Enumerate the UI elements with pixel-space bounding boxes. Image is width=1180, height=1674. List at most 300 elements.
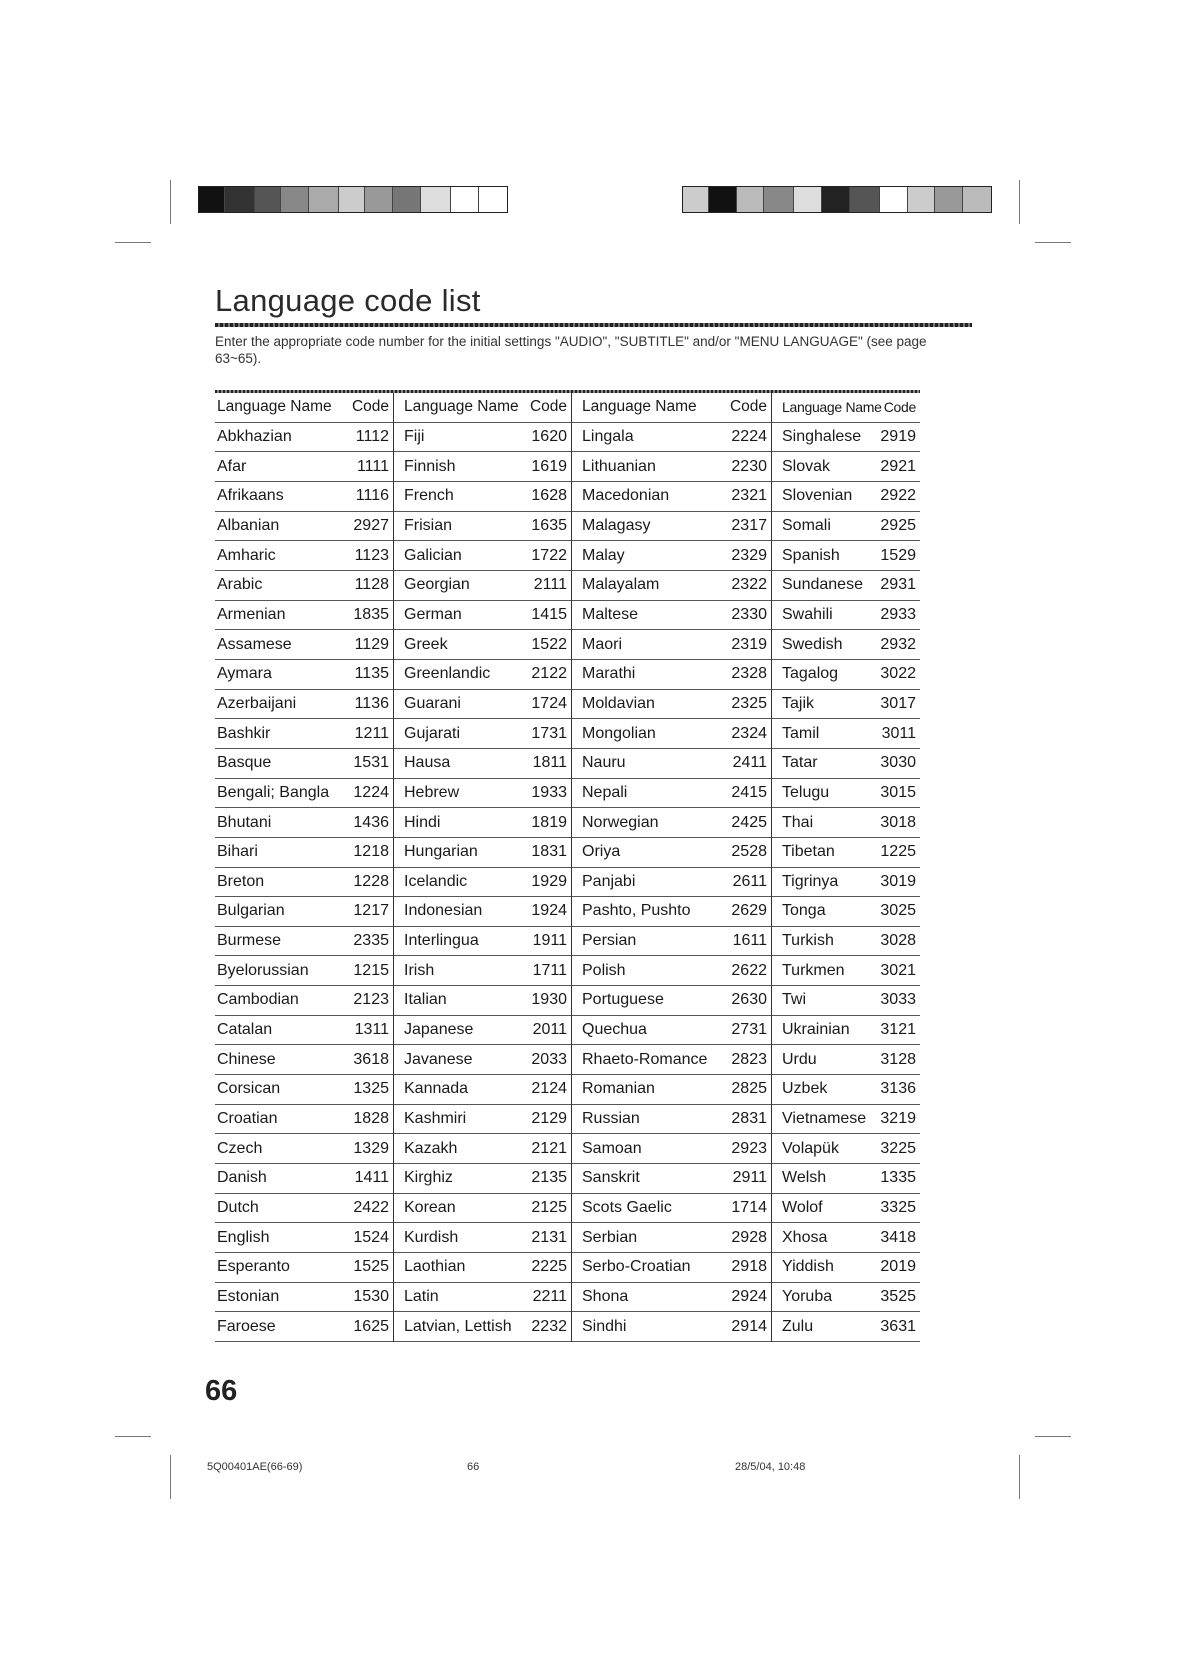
language-code: 1228 — [353, 872, 389, 890]
language-code: 2317 — [731, 516, 767, 534]
language-code: 3018 — [880, 813, 916, 831]
language-name: Kannada — [404, 1080, 469, 1098]
table-row — [215, 1016, 393, 1046]
language-name: Slovenian — [782, 487, 853, 505]
language-code: 1619 — [531, 457, 567, 475]
table-row — [572, 541, 771, 571]
language-code: 1530 — [353, 1288, 389, 1306]
language-name: Telugu — [782, 783, 830, 801]
table-row — [772, 1105, 920, 1135]
language-name: Cambodian — [217, 991, 299, 1009]
language-code: 2528 — [731, 843, 767, 861]
language-code: 2111 — [533, 576, 567, 594]
language-code: 2232 — [531, 1317, 567, 1335]
language-code: 1722 — [531, 546, 567, 564]
language-name: Tonga — [782, 902, 826, 920]
table-row — [215, 1312, 393, 1342]
language-code: 3225 — [880, 1139, 916, 1157]
language-name: Pashto, Pushto — [582, 902, 691, 920]
table-row — [772, 897, 920, 927]
table-row — [772, 452, 920, 482]
language-code: 1522 — [531, 635, 567, 653]
language-name: Rhaeto-Romance — [582, 1050, 708, 1068]
table-row — [772, 1253, 920, 1283]
language-code: 1924 — [531, 902, 567, 920]
language-name: Scots Gaelic — [582, 1199, 672, 1217]
language-name: Yoruba — [782, 1288, 833, 1306]
language-name: Samoan — [582, 1139, 642, 1157]
language-name: Japanese — [404, 1021, 474, 1039]
language-name: Maltese — [582, 605, 639, 623]
language-code: 2324 — [731, 724, 767, 742]
language-name: Amharic — [217, 546, 276, 564]
language-name: Serbian — [582, 1228, 638, 1246]
language-code: 1635 — [531, 516, 567, 534]
language-name: Lithuanian — [582, 457, 656, 475]
language-code: 2230 — [731, 457, 767, 475]
table-row — [215, 1223, 393, 1253]
language-code: 2731 — [731, 1021, 767, 1039]
footer-page: 66 — [467, 1461, 480, 1473]
language-code: 1217 — [353, 902, 389, 920]
language-name: Kirghiz — [404, 1169, 453, 1187]
table-row — [572, 1283, 771, 1313]
table-row — [772, 1312, 920, 1342]
language-name: Indonesian — [404, 902, 483, 920]
language-name: French — [404, 487, 454, 505]
language-code: 3128 — [880, 1050, 916, 1068]
language-code: 1625 — [353, 1317, 389, 1335]
table-row — [394, 1045, 571, 1075]
language-name: Somali — [782, 516, 831, 534]
language-name: Turkish — [782, 932, 834, 950]
language-name: Nepali — [582, 783, 628, 801]
language-code: 1135 — [354, 665, 389, 683]
language-name: Gujarati — [404, 724, 461, 742]
table-row — [572, 423, 771, 453]
language-code: 2919 — [880, 427, 916, 445]
table-row — [772, 868, 920, 898]
language-code: 3631 — [880, 1317, 916, 1335]
table-row — [572, 986, 771, 1016]
table-row — [772, 808, 920, 838]
language-name: Finnish — [404, 457, 456, 475]
language-code: 2933 — [880, 605, 916, 623]
table-row — [572, 601, 771, 631]
table-row — [394, 1194, 571, 1224]
language-name: Faroese — [217, 1317, 276, 1335]
language-code: 1711 — [532, 961, 567, 979]
table-row — [394, 512, 571, 542]
language-code: 3015 — [880, 783, 916, 801]
language-name: Abkhazian — [217, 427, 292, 445]
language-name: Bengali; Bangla — [217, 783, 330, 801]
crop-mark — [170, 1455, 171, 1499]
language-name: Basque — [217, 754, 272, 772]
table-row — [215, 1283, 393, 1313]
language-name: Arabic — [217, 576, 263, 594]
language-name: Croatian — [217, 1110, 278, 1128]
table-row — [572, 1164, 771, 1194]
language-code: 1123 — [354, 546, 389, 564]
crop-mark — [1035, 242, 1071, 243]
language-name: Zulu — [782, 1317, 814, 1335]
language-code: 2931 — [880, 576, 916, 594]
language-code: 2630 — [731, 991, 767, 1009]
language-name: Greenlandic — [404, 665, 491, 683]
language-name: Twi — [782, 991, 806, 1009]
table-row — [572, 1016, 771, 1046]
table-row — [772, 1016, 920, 1046]
language-name: Corsican — [217, 1080, 281, 1098]
table-row — [215, 452, 393, 482]
language-name: Bulgarian — [217, 902, 285, 920]
language-name: Latin — [404, 1288, 439, 1306]
language-name: Latvian, Lettish — [404, 1317, 512, 1335]
language-code: 2131 — [531, 1228, 567, 1246]
header-language-name: Language Name — [782, 399, 882, 416]
table-row — [572, 956, 771, 986]
language-code: 2124 — [531, 1080, 567, 1098]
language-name: Czech — [217, 1139, 263, 1157]
table-row — [772, 1283, 920, 1313]
language-name: Greek — [404, 635, 448, 653]
language-name: Malay — [582, 546, 625, 564]
language-code: 1218 — [353, 843, 389, 861]
language-code: 1831 — [531, 843, 567, 861]
table-row — [394, 690, 571, 720]
language-name: Danish — [217, 1169, 267, 1187]
table-row — [772, 630, 920, 660]
language-code: 1112 — [355, 427, 389, 445]
language-name: Kazakh — [404, 1139, 458, 1157]
language-code: 2922 — [880, 487, 916, 505]
language-code: 3030 — [880, 754, 916, 772]
language-code: 1415 — [531, 605, 567, 623]
language-name: Sundanese — [782, 576, 863, 594]
color-test-bar-left — [198, 186, 508, 213]
language-name: Nauru — [582, 754, 626, 772]
language-code: 2924 — [731, 1288, 767, 1306]
table-row — [215, 1075, 393, 1105]
table-row — [772, 690, 920, 720]
header-code: Code — [729, 398, 767, 416]
language-code: 1819 — [531, 813, 567, 831]
language-name: Irish — [404, 961, 435, 979]
language-name: Galician — [404, 546, 462, 564]
language-code: 3219 — [880, 1110, 916, 1128]
table-column — [771, 393, 920, 1342]
language-name: Maori — [582, 635, 623, 653]
language-name: Malayalam — [582, 576, 660, 594]
language-name: Polish — [582, 961, 626, 979]
table-row — [394, 719, 571, 749]
language-name: Serbo-Croatian — [582, 1258, 691, 1276]
language-code: 3019 — [880, 872, 916, 890]
language-name: Aymara — [217, 665, 272, 683]
language-name: German — [404, 605, 462, 623]
table-row — [394, 1134, 571, 1164]
language-code: 2019 — [880, 1258, 916, 1276]
language-code: 2125 — [531, 1199, 567, 1217]
table-row — [572, 1194, 771, 1224]
language-name: Azerbaijani — [217, 694, 297, 712]
table-row — [394, 779, 571, 809]
table-row — [772, 779, 920, 809]
language-code: 2129 — [531, 1110, 567, 1128]
language-name: Italian — [404, 991, 447, 1009]
language-code: 2622 — [731, 961, 767, 979]
table-row — [215, 1253, 393, 1283]
table-row — [772, 1134, 920, 1164]
language-code: 2918 — [731, 1258, 767, 1276]
language-name: Hindi — [404, 813, 441, 831]
table-row — [394, 571, 571, 601]
table-row — [572, 838, 771, 868]
language-code: 1929 — [531, 872, 567, 890]
table-row — [215, 601, 393, 631]
table-row — [572, 749, 771, 779]
table-row — [215, 1045, 393, 1075]
language-code: 1116 — [355, 487, 389, 505]
footer-timestamp: 28/5/04, 10:48 — [735, 1461, 806, 1473]
language-name: Welsh — [782, 1169, 827, 1187]
crop-mark — [1019, 1455, 1020, 1499]
table-row — [215, 868, 393, 898]
table-row — [215, 838, 393, 868]
language-name: Mongolian — [582, 724, 656, 742]
language-code: 1835 — [353, 605, 389, 623]
language-name: Turkmen — [782, 961, 845, 979]
language-code: 2911 — [732, 1169, 767, 1187]
language-name: Portuguese — [582, 991, 664, 1009]
table-row — [215, 956, 393, 986]
table-row — [215, 897, 393, 927]
language-code: 3033 — [880, 991, 916, 1009]
language-name: Ukrainian — [782, 1021, 850, 1039]
table-row — [772, 749, 920, 779]
table-row — [772, 601, 920, 631]
language-name: Fiji — [404, 427, 425, 445]
table-row — [572, 482, 771, 512]
table-row — [215, 512, 393, 542]
language-code: 2033 — [531, 1050, 567, 1068]
table-row — [215, 927, 393, 957]
table-row — [772, 1194, 920, 1224]
table-row — [572, 1223, 771, 1253]
language-code: 1329 — [353, 1139, 389, 1157]
table-row — [772, 986, 920, 1016]
language-code: 2224 — [731, 427, 767, 445]
crop-mark — [170, 180, 171, 224]
table-row — [772, 482, 920, 512]
table-row — [215, 482, 393, 512]
language-name: Wolof — [782, 1199, 823, 1217]
intro-text: Enter the appropriate code number for the initial settings "AUDIO", "SUBTITLE" and/or "MENU LANGUAGE" (see page 63~65). — [215, 334, 927, 366]
language-code: 2322 — [731, 576, 767, 594]
table-row — [394, 482, 571, 512]
language-code: 3121 — [880, 1021, 916, 1039]
table-row — [394, 1312, 571, 1342]
table-row — [215, 1194, 393, 1224]
language-name: Georgian — [404, 576, 470, 594]
language-code: 1611 — [732, 932, 767, 950]
language-code: 2932 — [880, 635, 916, 653]
language-code: 2122 — [531, 665, 567, 683]
language-name: Frisian — [404, 516, 453, 534]
language-code: 2923 — [731, 1139, 767, 1157]
table-row — [572, 1045, 771, 1075]
table-row — [394, 423, 571, 453]
table-row — [394, 868, 571, 898]
language-code: 1524 — [353, 1228, 389, 1246]
language-code: 3325 — [880, 1199, 916, 1217]
language-code: 3011 — [881, 724, 916, 742]
language-name: Tigrinya — [782, 872, 839, 890]
table-row — [772, 956, 920, 986]
language-name: Interlingua — [404, 932, 479, 950]
language-code: 2211 — [532, 1288, 567, 1306]
language-name: Romanian — [582, 1080, 655, 1098]
language-code: 1930 — [531, 991, 567, 1009]
table-row — [215, 630, 393, 660]
language-code: 2011 — [532, 1021, 567, 1039]
table-row — [215, 719, 393, 749]
language-code: 3017 — [880, 694, 916, 712]
language-code: 2927 — [353, 516, 389, 534]
language-code: 2629 — [731, 902, 767, 920]
language-name: Panjabi — [582, 872, 636, 890]
language-name: Tatar — [782, 754, 818, 772]
table-row — [394, 1253, 571, 1283]
language-name: Slovak — [782, 457, 831, 475]
language-code: 1128 — [354, 576, 389, 594]
language-name: Yiddish — [782, 1258, 834, 1276]
table-header — [772, 393, 920, 423]
language-code: 2123 — [353, 991, 389, 1009]
language-name: Hungarian — [404, 843, 478, 861]
table-header — [394, 393, 571, 423]
table-row — [572, 719, 771, 749]
table-row — [572, 571, 771, 601]
language-name: Shona — [582, 1288, 629, 1306]
language-name: Estonian — [217, 1288, 280, 1306]
header-language-name: Language Name — [404, 398, 519, 416]
language-code: 3136 — [880, 1080, 916, 1098]
table-row — [215, 749, 393, 779]
language-name: Chinese — [217, 1050, 276, 1068]
language-name: Afar — [217, 457, 247, 475]
language-code: 1129 — [354, 635, 389, 653]
footer-doc-id: 5Q00401AE(66-69) — [207, 1461, 303, 1473]
language-code: 2411 — [732, 754, 767, 772]
language-name: Burmese — [217, 932, 282, 950]
language-name: Afrikaans — [217, 487, 284, 505]
language-code: 2121 — [531, 1139, 567, 1157]
language-code: 2823 — [731, 1050, 767, 1068]
language-name: Catalan — [217, 1021, 273, 1039]
language-code: 1225 — [880, 843, 916, 861]
table-row — [772, 1223, 920, 1253]
table-row — [572, 690, 771, 720]
language-code: 2831 — [731, 1110, 767, 1128]
language-code: 1620 — [531, 427, 567, 445]
language-code: 1724 — [531, 694, 567, 712]
table-row — [572, 452, 771, 482]
table-row — [572, 808, 771, 838]
language-name: Russian — [582, 1110, 640, 1128]
table-row — [394, 630, 571, 660]
title-divider — [215, 323, 972, 327]
language-code: 2921 — [880, 457, 916, 475]
table-header — [215, 393, 393, 423]
table-row — [215, 423, 393, 453]
table-row — [394, 1016, 571, 1046]
color-test-bar-right — [682, 186, 992, 213]
language-code: 1211 — [354, 724, 389, 742]
table-row — [772, 660, 920, 690]
table-column — [215, 393, 393, 1342]
language-code: 1531 — [353, 754, 389, 772]
language-code: 2825 — [731, 1080, 767, 1098]
language-code-table — [215, 393, 920, 1342]
language-name: Esperanto — [217, 1258, 290, 1276]
language-code: 2422 — [353, 1199, 389, 1217]
table-row — [394, 1075, 571, 1105]
language-code: 1525 — [353, 1258, 389, 1276]
language-name: Icelandic — [404, 872, 468, 890]
language-code: 3618 — [353, 1050, 389, 1068]
language-name: Hebrew — [404, 783, 460, 801]
language-code: 1215 — [353, 961, 389, 979]
language-code: 1335 — [880, 1169, 916, 1187]
language-name: Hausa — [404, 754, 451, 772]
language-code: 1325 — [353, 1080, 389, 1098]
language-code: 1136 — [354, 694, 389, 712]
language-name: Tagalog — [782, 665, 839, 683]
table-row — [772, 512, 920, 542]
language-name: Malagasy — [582, 516, 651, 534]
table-row — [772, 1075, 920, 1105]
table-row — [772, 423, 920, 453]
language-name: Uzbek — [782, 1080, 828, 1098]
language-name: Dutch — [217, 1199, 259, 1217]
language-name: Oriya — [582, 843, 621, 861]
language-name: Thai — [782, 813, 814, 831]
language-code: 3028 — [880, 932, 916, 950]
language-name: Lingala — [582, 427, 634, 445]
table-row — [572, 660, 771, 690]
table-row — [772, 927, 920, 957]
table-row — [572, 779, 771, 809]
language-name: Volapük — [782, 1139, 839, 1157]
language-name: Guarani — [404, 694, 461, 712]
language-code: 2335 — [353, 932, 389, 950]
language-name: Kashmiri — [404, 1110, 467, 1128]
language-name: Quechua — [582, 1021, 647, 1039]
language-code: 2914 — [731, 1317, 767, 1335]
table-row — [572, 630, 771, 660]
page-title: Language code list — [215, 283, 481, 318]
language-name: Persian — [582, 932, 637, 950]
language-code: 1933 — [531, 783, 567, 801]
language-name: Javanese — [404, 1050, 473, 1068]
crop-mark — [115, 242, 151, 243]
language-code: 2425 — [731, 813, 767, 831]
table-column — [571, 393, 771, 1342]
language-name: Vietnamese — [782, 1110, 867, 1128]
table-row — [394, 541, 571, 571]
